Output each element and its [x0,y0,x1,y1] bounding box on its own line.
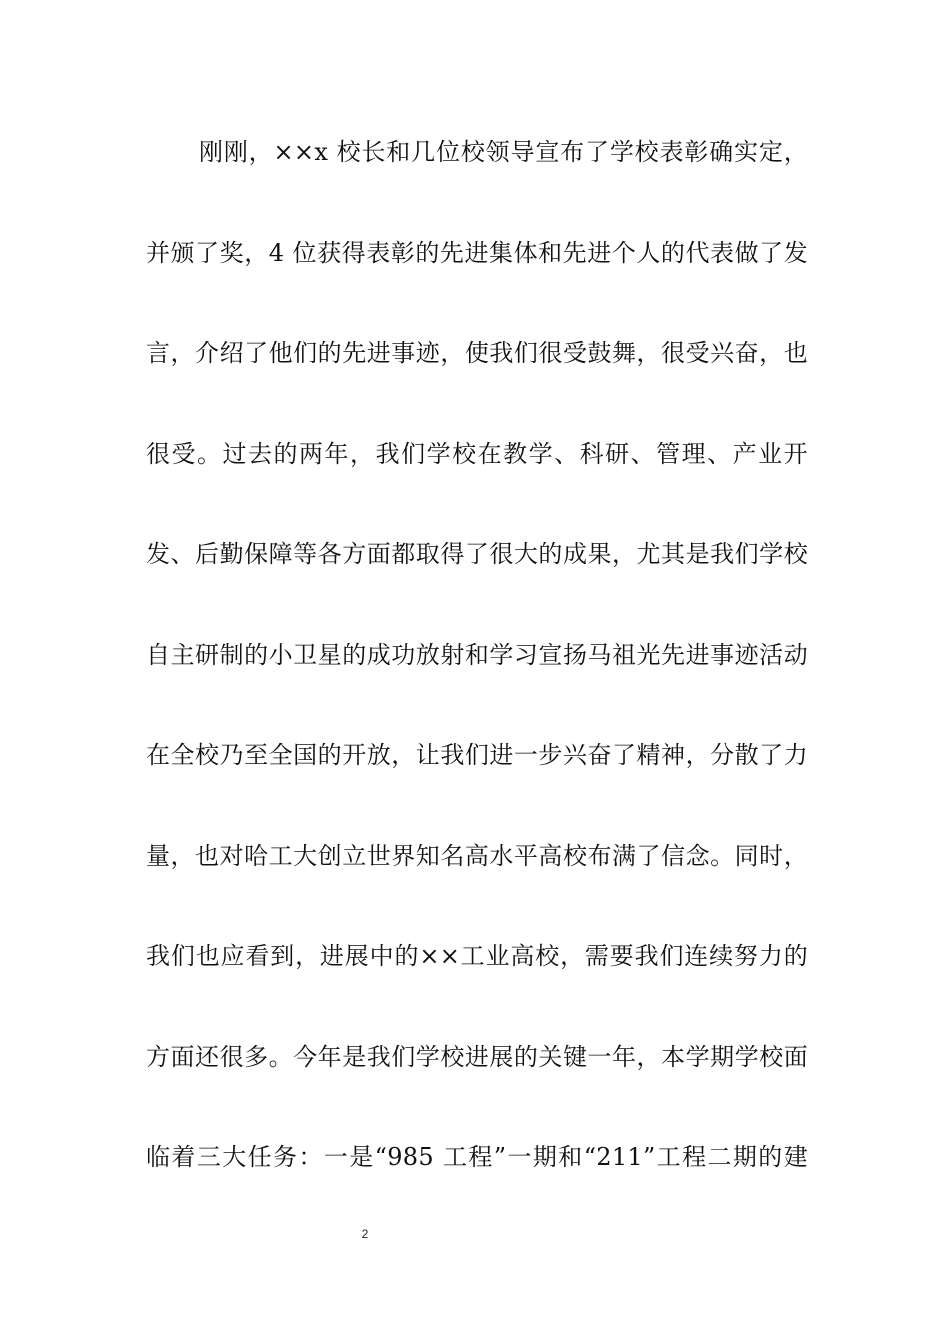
text-line: 方面还很多。今年是我们学校进展的关键一年，本学期学校面 [146,1042,808,1071]
text-line: 很受。过去的两年，我们学校在教学、科研、管理、产业开 [146,439,808,468]
text-line: 自主研制的小卫星的成功放射和学习宣扬马祖光先进事迹活动 [146,640,808,669]
text-line: 发、后勤保障等各方面都取得了很大的成果，尤其是我们学校 [146,540,808,568]
text-line: 刚刚，××x 校长和几位校领导宣布了学校表彰确实定， [199,138,808,166]
text-line: 我们也应看到，进展中的××工业高校，需要我们连续努力的 [146,942,808,970]
text-line: 临着三大任务：一是“985 工程”一期和“211”工程二期的建 [146,1143,808,1171]
text-line: 言，介绍了他们的先进事迹，使我们很受鼓舞，很受兴奋，也 [146,339,808,367]
text-line: 并颁了奖，4 位获得表彰的先进集体和先进个人的代表做了发 [146,238,808,267]
text-line: 在全校乃至全国的开放，让我们进一步兴奋了精神，分散了力 [146,741,808,769]
body-text [146,127,808,1233]
page-number: 2 [361,1227,369,1241]
text-line: 量，也对哈工大创立世界知名高水平高校布满了信念。同时， [146,841,808,870]
